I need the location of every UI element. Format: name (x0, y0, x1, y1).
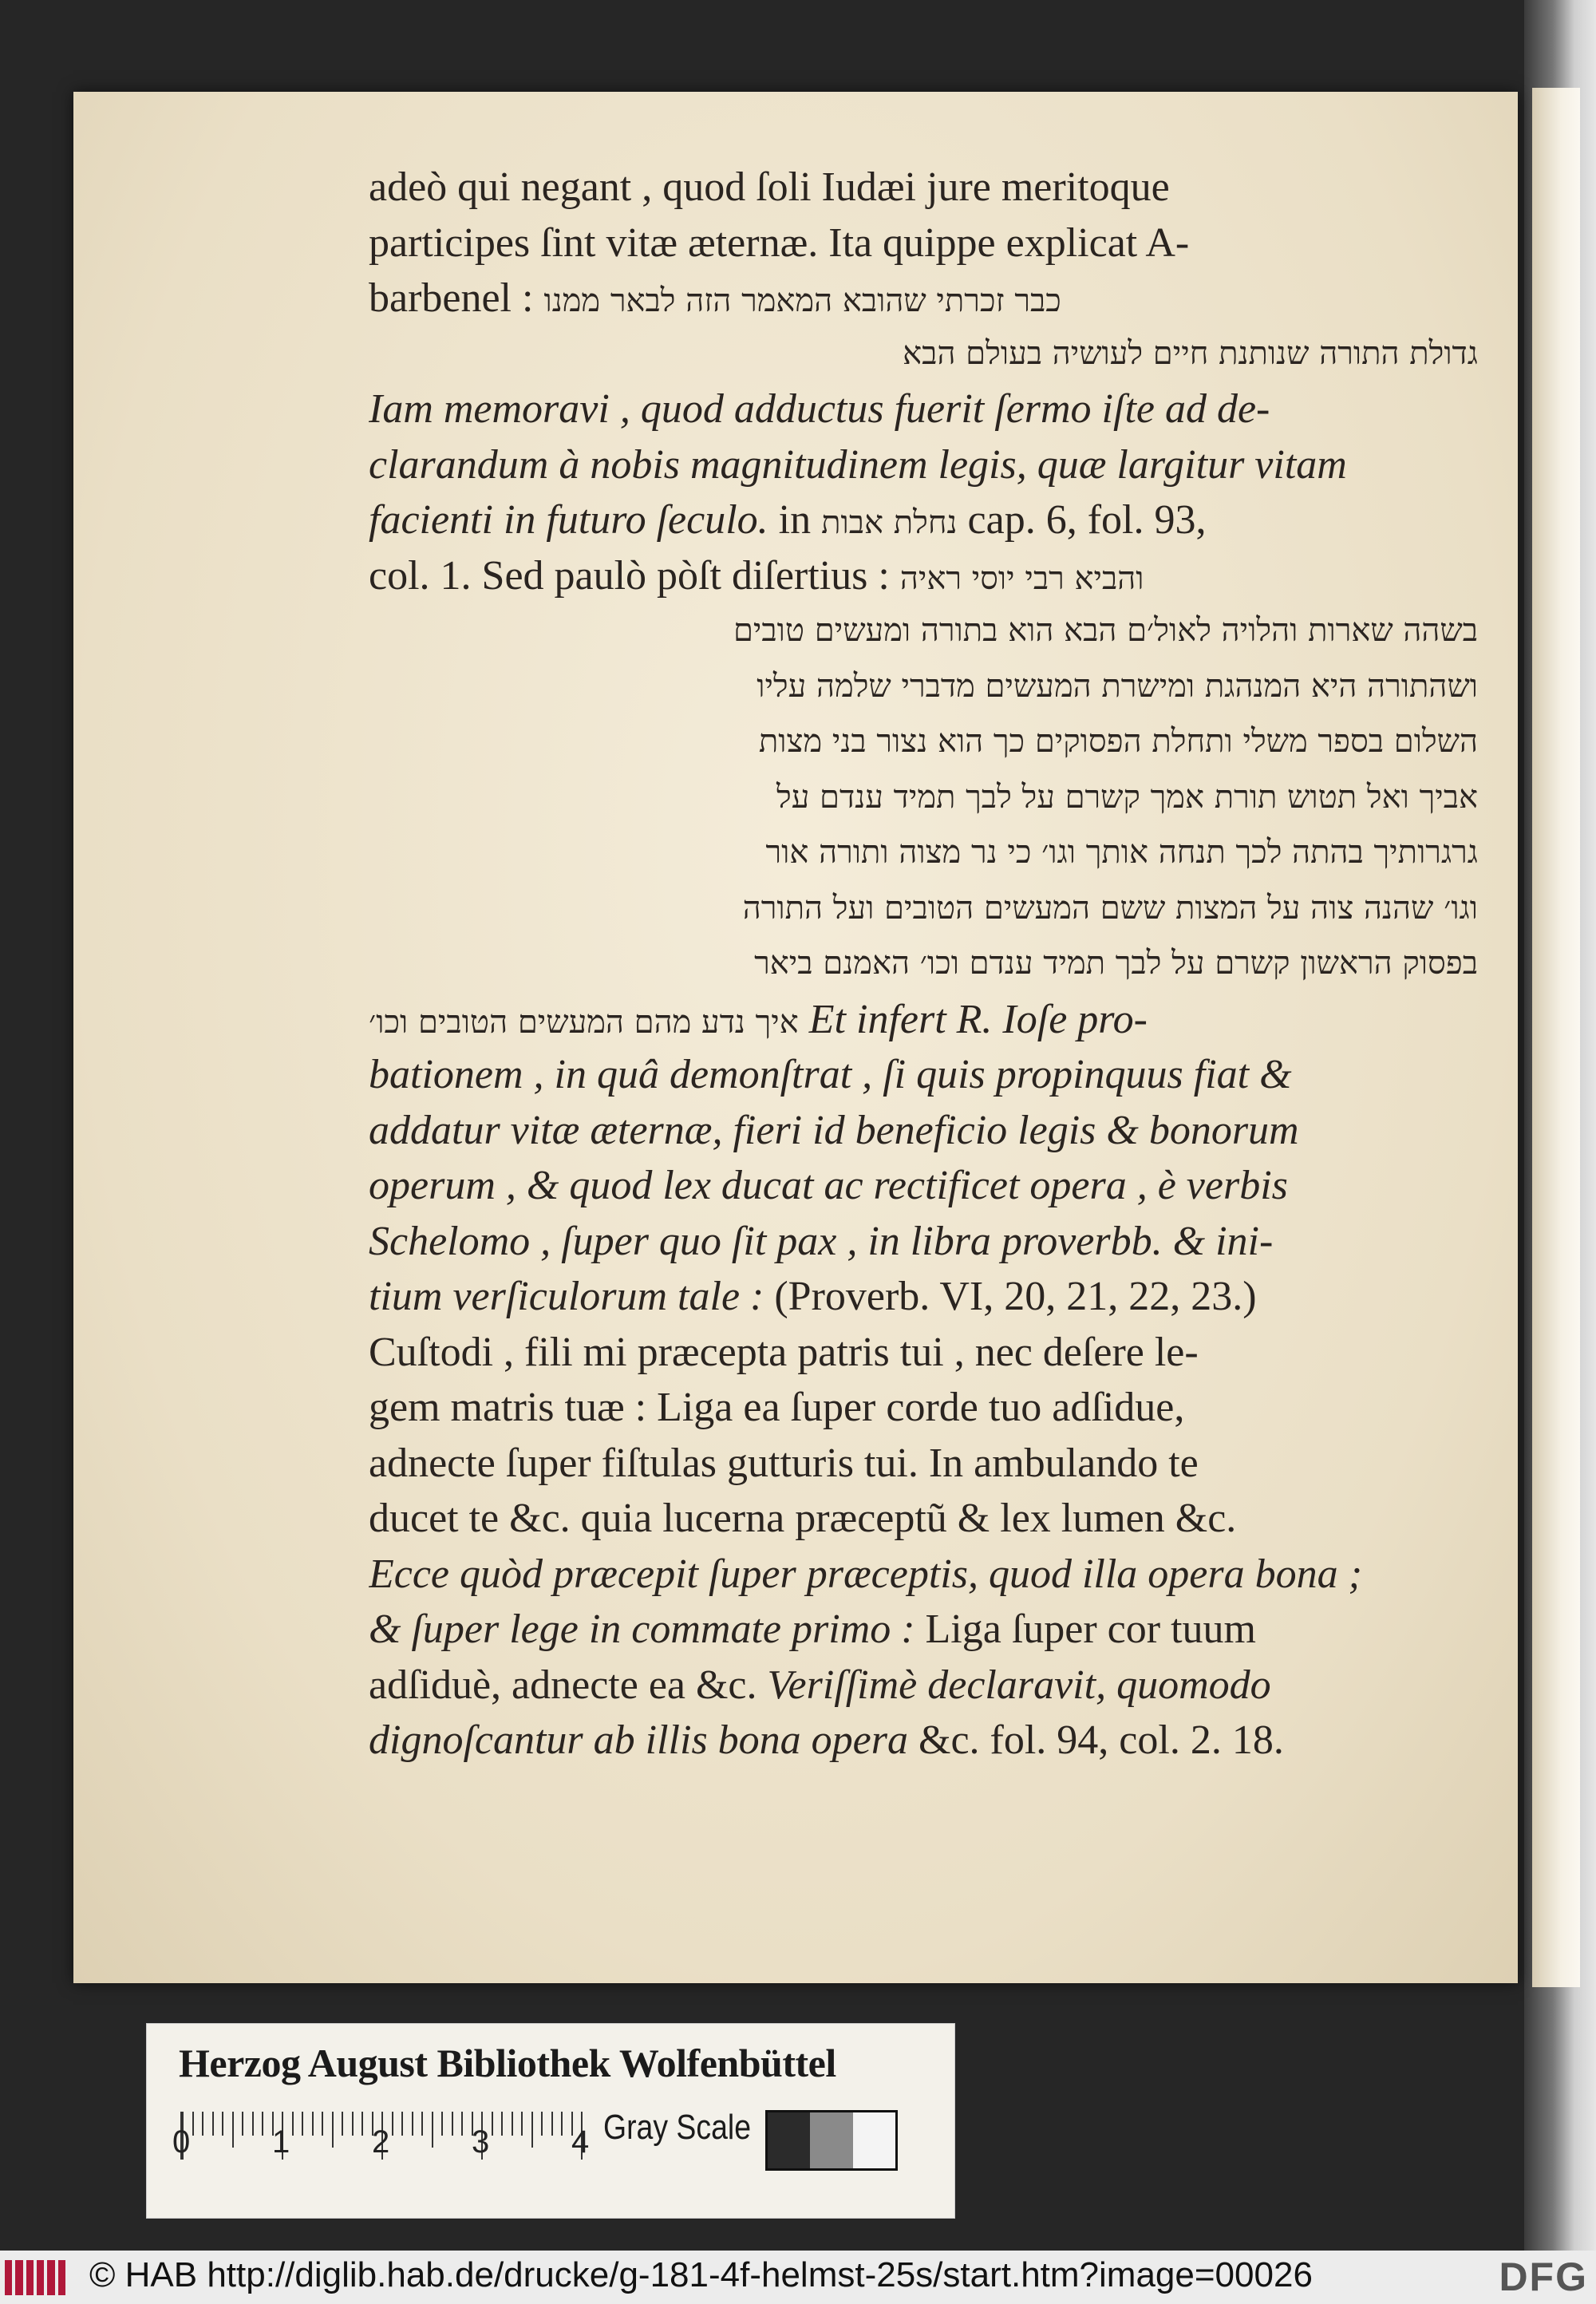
text-line (369, 1103, 1478, 1159)
text-line (369, 1658, 1478, 1713)
hebrew-text: בפסוק הראשון קשרם על לבך תמיד ענדם וכו׳ האמנם ביאר (754, 945, 1478, 982)
latin-text: addatur vitæ æternæ, fieri id beneficio legis & bonorum (369, 1107, 1299, 1153)
latin-text: operum , & quod lex ducat ac rectificet opera , è verbis (369, 1163, 1288, 1208)
text-line (369, 1269, 1478, 1325)
hebrew-text: איך נדע מהם המעשים הטובים וכו׳ (369, 1003, 799, 1041)
hebrew-text: השלום בספר משלי ותחלת הפסוקים כך הוא נצור בני מצות (758, 723, 1478, 760)
latin-text: adſiduè, adnecte ea &c. (369, 1662, 768, 1708)
text-line (369, 881, 1478, 937)
ruler-tick (401, 2112, 403, 2136)
ruler-tick (322, 2112, 323, 2136)
ruler-tick (312, 2112, 314, 2136)
text-line (369, 770, 1478, 826)
ruler-tick (352, 2112, 354, 2136)
text-line (369, 1436, 1478, 1492)
card-title: Herzog August Bibliothek Wolfenbüttel (179, 2041, 836, 2085)
text-line (369, 548, 1478, 604)
gray-scale-label: Gray Scale (603, 2108, 751, 2147)
ruler-tick (242, 2112, 243, 2136)
ruler-number: 0 (172, 2124, 191, 2160)
ruler-tick (461, 2112, 463, 2136)
ruler-tick (512, 2112, 513, 2136)
gray-scale-bar (765, 2110, 898, 2171)
text-line (369, 1158, 1478, 1214)
latin-text: Iam memoravi , quod adductus fuerit ſermo iſte ad de- (369, 386, 1270, 432)
text-line (369, 1491, 1478, 1547)
ruler-tick (452, 2112, 453, 2136)
latin-text: &c. fol. 94, col. 2. 18. (918, 1717, 1284, 1763)
hebrew-text: נחלת אבות (821, 504, 958, 541)
text-line (369, 492, 1478, 548)
latin-text: dignoſcantur ab illis bona opera (369, 1717, 918, 1763)
ruler-number: 1 (272, 2124, 290, 2160)
latin-text: bationem , in quâ demonſtrat , ſi quis propinquus fiat & (369, 1052, 1292, 1097)
latin-text: & ſuper lege in commate primo : (369, 1606, 926, 1652)
text-line (369, 215, 1478, 271)
ruler-tick (551, 2112, 553, 2136)
ruler-tick (332, 2112, 334, 2148)
text-line (369, 271, 1478, 326)
text-line (369, 160, 1478, 215)
latin-text: col. 1. Sed paulò pòſt diſertius : (369, 552, 900, 599)
latin-text: Schelomo , ſuper quo ſit pax , in libra proverbb. & ini- (369, 1218, 1274, 1264)
text-line (369, 603, 1478, 659)
text-line (369, 437, 1478, 493)
text-line (369, 825, 1478, 881)
book-page (73, 92, 1518, 1983)
text-line (369, 1713, 1478, 1769)
latin-text: (Proverb. VI, 20, 21, 22, 23.) (774, 1274, 1257, 1319)
ruler-number: 4 (571, 2124, 590, 2160)
ruler-number: 3 (472, 2124, 490, 2160)
page-curl (1532, 88, 1580, 1987)
ruler-tick (441, 2112, 443, 2136)
ruler-tick (222, 2112, 223, 2136)
hebrew-text: גדולת התורה שנותנת חיים לעושיה בעולם הבא (903, 334, 1478, 372)
footer-link[interactable]: © HAB http://diglib.hab.de/drucke/g-181-4f-helmst-25s/start.htm?image=00026 (89, 2255, 1313, 2294)
text-line (369, 1214, 1478, 1270)
latin-text: Et infert R. Ioſe pro- (798, 996, 1148, 1042)
ruler-tick (302, 2112, 303, 2136)
hebrew-text: ושהתורה היא המנהגת ומישרת המעשים מדברי שלמה עליו (757, 667, 1478, 705)
dfg-logo: DFG (1499, 2255, 1588, 2299)
latin-text: adeò qui negant , quod ſoli Iudæi jure meritoque (369, 164, 1170, 210)
latin-text: tium verſiculorum tale : (369, 1274, 775, 1319)
text-line (369, 1380, 1478, 1436)
text-line (369, 936, 1478, 992)
latin-text: barbenel : (369, 275, 544, 321)
ruler-tick (192, 2112, 194, 2136)
color-card (146, 2023, 955, 2219)
hebrew-text: אביך ואל תטוש תורת אמך קשרם על לבך תמיד ענדם על (776, 778, 1478, 816)
hebrew-text: גרגרותיך בהתה לכך תנחה אותך וגו׳ כי נר מצוה ותורה אור (765, 834, 1478, 871)
gray-swatch (768, 2112, 810, 2168)
ruler-tick (421, 2112, 423, 2136)
text-line (369, 992, 1478, 1048)
latin-text: Cuſtodi , fili mi præcepta patris tui , nec deſere le- (369, 1329, 1199, 1375)
text-line (369, 714, 1478, 770)
latin-text: adnecte ſuper fiſtulas gutturis tui. In ambulando te (369, 1440, 1199, 1486)
latin-text: ducet te &c. quia lucerna præceptũ & lex lumen &c. (369, 1496, 1237, 1541)
footer-bar (0, 2251, 1596, 2304)
latin-text: Veriſſimè declaravit, quomodo (767, 1662, 1271, 1708)
ruler-tick (392, 2112, 393, 2136)
hab-logo-icon (5, 2260, 65, 2295)
ruler-tick (361, 2112, 363, 2136)
text-line (369, 381, 1478, 437)
latin-text: clarandum à nobis magnitudinem legis, quæ largitur vitam (369, 441, 1347, 488)
text-line (369, 1325, 1478, 1381)
hebrew-text: וגו׳ שהנה צוה על המצות ששם המעשים הטובים ועל התורה (742, 889, 1478, 927)
latin-text: in (778, 497, 822, 543)
ruler-tick (252, 2112, 254, 2136)
ruler-number: 2 (372, 2124, 390, 2160)
latin-text: Liga ſuper cor tuum (925, 1606, 1256, 1652)
text-line (369, 1047, 1478, 1103)
ruler-tick (292, 2112, 294, 2136)
latin-text: facienti in futuro ſeculo. (369, 497, 779, 543)
text-line (369, 1547, 1478, 1603)
ruler-tick (202, 2112, 203, 2136)
ruler-tick (521, 2112, 523, 2136)
text-line (369, 1602, 1478, 1658)
ruler-tick (262, 2112, 263, 2136)
text-line (369, 326, 1478, 382)
latin-text: cap. 6, fol. 93, (957, 497, 1207, 543)
latin-text: gem matris tuæ : Liga ea ſuper corde tuo adſidue, (369, 1385, 1185, 1430)
gray-swatch (853, 2112, 895, 2168)
ruler-tick (492, 2112, 493, 2136)
hebrew-text: והביא רבי יוסי ראיה (899, 559, 1144, 597)
ruler-tick (432, 2112, 433, 2148)
ruler-tick (501, 2112, 503, 2136)
ruler-tick (531, 2112, 533, 2148)
ruler-tick (212, 2112, 214, 2136)
hebrew-text: בשהה שארות והלויה לאול׳ם הבא הוא בתורה ומעשים טובים (733, 612, 1478, 649)
ruler-tick (541, 2112, 543, 2136)
latin-text: Ecce quòd præcepit ſuper præceptis, quod illa opera bona ; (369, 1551, 1362, 1597)
ruler-tick (561, 2112, 563, 2136)
hebrew-text: כבר זכרתי שהובא המאמר הזה לבאר ממנו (543, 283, 1061, 319)
ruler-tick (342, 2112, 343, 2136)
text-line (369, 659, 1478, 715)
ruler-tick (232, 2112, 234, 2148)
latin-text: participes ſint vitæ æternæ. Ita quippe explicat A- (369, 219, 1190, 266)
ruler-tick (412, 2112, 413, 2136)
gray-swatch (810, 2112, 852, 2168)
page-text (369, 160, 1478, 1769)
